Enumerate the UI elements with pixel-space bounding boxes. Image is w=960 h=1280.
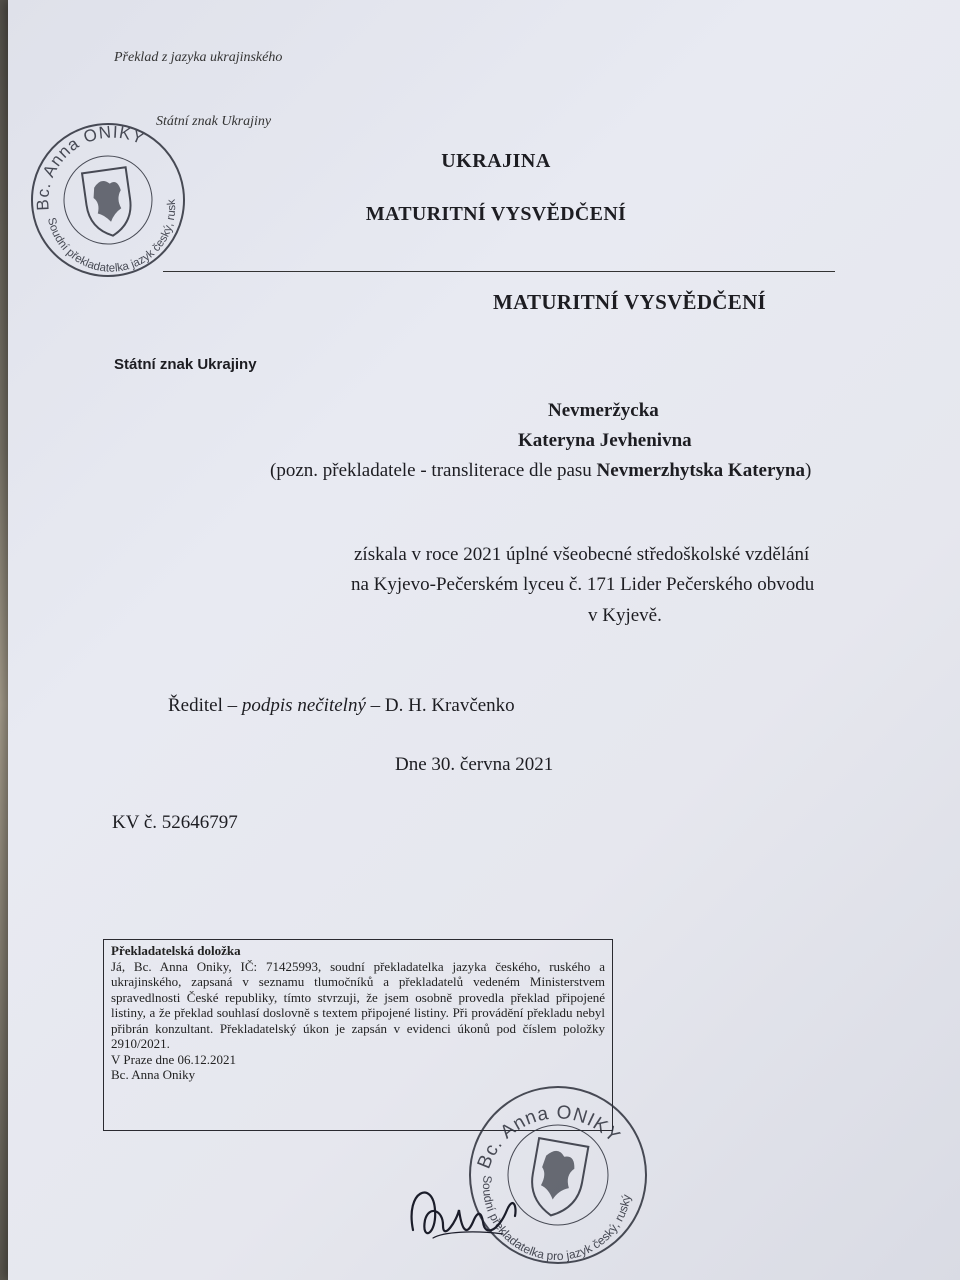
note-suffix: ) bbox=[804, 460, 812, 481]
svg-text:Bc. Anna ONIKY bbox=[26, 117, 157, 213]
stamp-top-outer-text: Bc. Anna ONIKY bbox=[33, 122, 148, 212]
clause-body: Já, Bc. Anna Oniky, IČ: 71425993, soudní překladatelka jazyka českého, ruského a ukrajinského, zapsaná v seznamu tlumočníků a překladatelů vedeném Ministerstvem spravedlnosti České republiky, tímto stvrzuji, že jsem osobně provedla překlad připojené listiny, a že překlad souhlasí doslovně s textem připojené listiny. Při provádění překladu nebyl přibrán konzultant. Překladatelský úkon je zapsán v evidenci úkonů pod číslem položky 2910/2021. bbox=[111, 958, 605, 1051]
translator-stamp-top bbox=[26, 110, 186, 290]
country-heading: UKRAJINA bbox=[441, 150, 551, 172]
education-line-3: v Kyjevě. bbox=[588, 605, 662, 626]
handwritten-signature bbox=[403, 1150, 523, 1250]
divider-line bbox=[163, 271, 835, 272]
clause-place-date: V Praze dne 06.12.2021 bbox=[111, 1051, 237, 1067]
stamp-top-inner-text: Soudní překladatelka jazyk český, ruský bbox=[44, 198, 179, 275]
emblem-note: Státní znak Ukrajiny bbox=[156, 114, 272, 129]
passport-name: Nevmerzhytska Kateryna bbox=[596, 460, 805, 481]
signature-note: podpis nečitelný bbox=[241, 695, 366, 716]
education-line-1: získala v roce 2021 úplné všeobecné středoškolské vzdělání bbox=[354, 544, 810, 565]
note-prefix: (pozn. překladatele - transliterace dle pasu bbox=[270, 460, 597, 481]
document-number: KV č. 52646797 bbox=[112, 812, 238, 833]
clause-title: Překladatelská doložka bbox=[111, 943, 241, 958]
holder-given-names: Kateryna Jevhenivna bbox=[518, 430, 692, 451]
director-line bbox=[168, 695, 515, 717]
stamp-bottom-outer-text: Bc. Anna ONIKY bbox=[473, 1102, 625, 1172]
translator-transliteration-note bbox=[270, 460, 811, 482]
director-name: – D. H. Kravčenko bbox=[365, 695, 515, 716]
document-title: MATURITNÍ VYSVĚDČENÍ bbox=[365, 203, 627, 225]
clause-translator-name: Bc. Anna Oniky bbox=[111, 1067, 196, 1082]
stamp-bottom-inner-text: Soudní překladatelka pro jazyk český, ruský bbox=[480, 1174, 634, 1264]
translation-note: Překlad z jazyka ukrajinského bbox=[114, 50, 283, 65]
document-sheet bbox=[8, 0, 960, 1280]
holder-surname: Nevmeržycka bbox=[548, 400, 659, 421]
education-line-2: na Kyjevo-Pečerském lyceu č. 171 Lider Pečerského obvodu bbox=[351, 574, 815, 595]
issue-date: Dne 30. června 2021 bbox=[395, 754, 554, 775]
document-title-translated: MATURITNÍ VYSVĚDČENÍ bbox=[493, 290, 767, 314]
director-prefix: Ředitel – bbox=[168, 695, 242, 716]
emblem-label: Státní znak Ukrajiny bbox=[114, 356, 257, 373]
